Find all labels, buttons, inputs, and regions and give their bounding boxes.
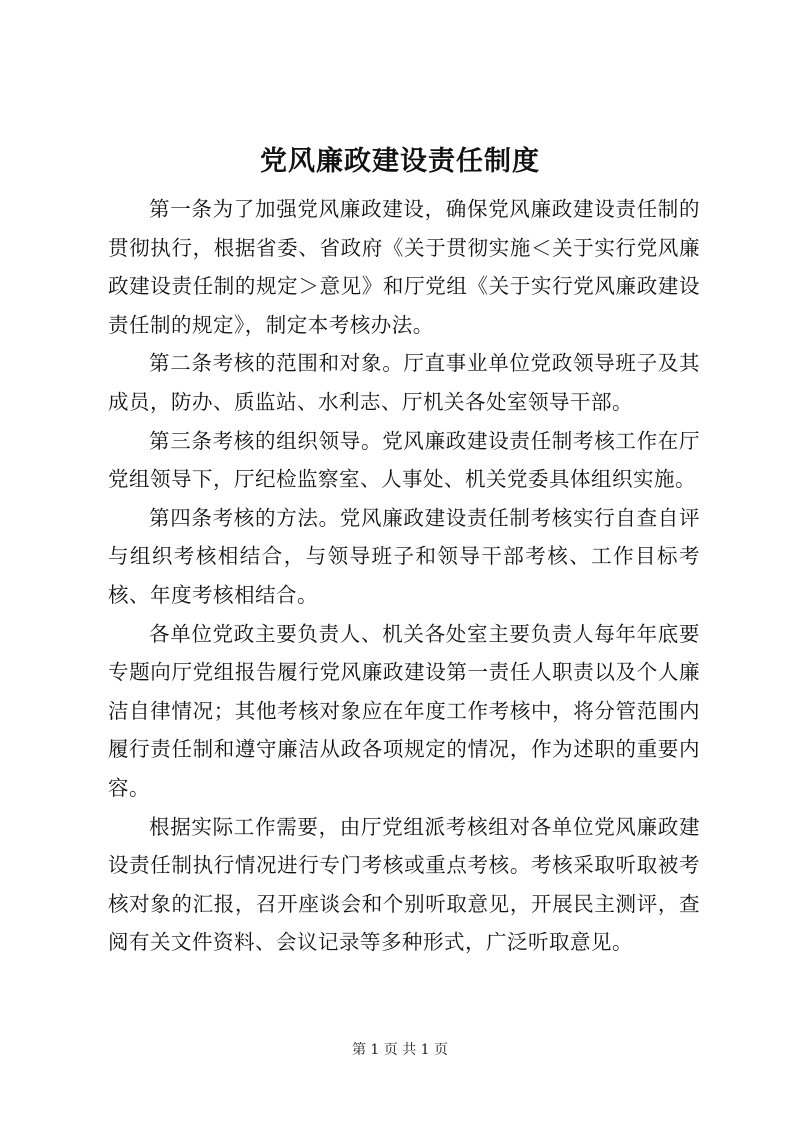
paragraph-reporting: 各单位党政主要负责人、机关各处室主要负责人每年年底要专题向厅党组报告履行党风廉政建设第一责任人职责以及个人廉洁自律情况；其他考核对象应在年度工作考核中，将分管范围内履行责任制和遵守廉洁从政各项规定的情况，作为述职的重要内容。	[108, 621, 700, 800]
document-body	[108, 190, 700, 962]
paragraph-article-2: 第二条考核的范围和对象。厅直事业单位党政领导班子及其成员，防办、质监站、水利志、厅机关各处室领导干部。	[108, 351, 700, 414]
paragraph-inspection: 根据实际工作需要，由厅党组派考核组对各单位党风廉政建设责任制执行情况进行专门考核或重点考核。考核采取听取被考核对象的汇报，召开座谈会和个别听取意见，开展民主测评，查阅有关文件资料、会议记录等多种形式，广泛听取意见。	[108, 814, 700, 955]
paragraph-article-1: 第一条为了加强党风廉政建设，确保党风廉政建设责任制的贯彻执行，根据省委、省政府《关于贯彻实施＜关于实行党风廉政建设责任制的规定＞意见》和厅党组《关于实行党风廉政建设责任制的规定》，制定本考核办法。	[108, 197, 700, 337]
document-title: 党风廉政建设责任制度	[260, 146, 540, 177]
page-footer: 第 1 页 共 1 页	[351, 1042, 449, 1058]
paragraph-article-3: 第三条考核的组织领导。党风廉政建设责任制考核工作在厅党组领导下，厅纪检监察室、人事处、机关党委具体组织实施。	[108, 428, 700, 492]
paragraph-article-4: 第四条考核的方法。党风廉政建设责任制考核实行自查自评与组织考核相结合，与领导班子和领导干部考核、工作目标考核、年度考核相结合。	[108, 505, 700, 607]
